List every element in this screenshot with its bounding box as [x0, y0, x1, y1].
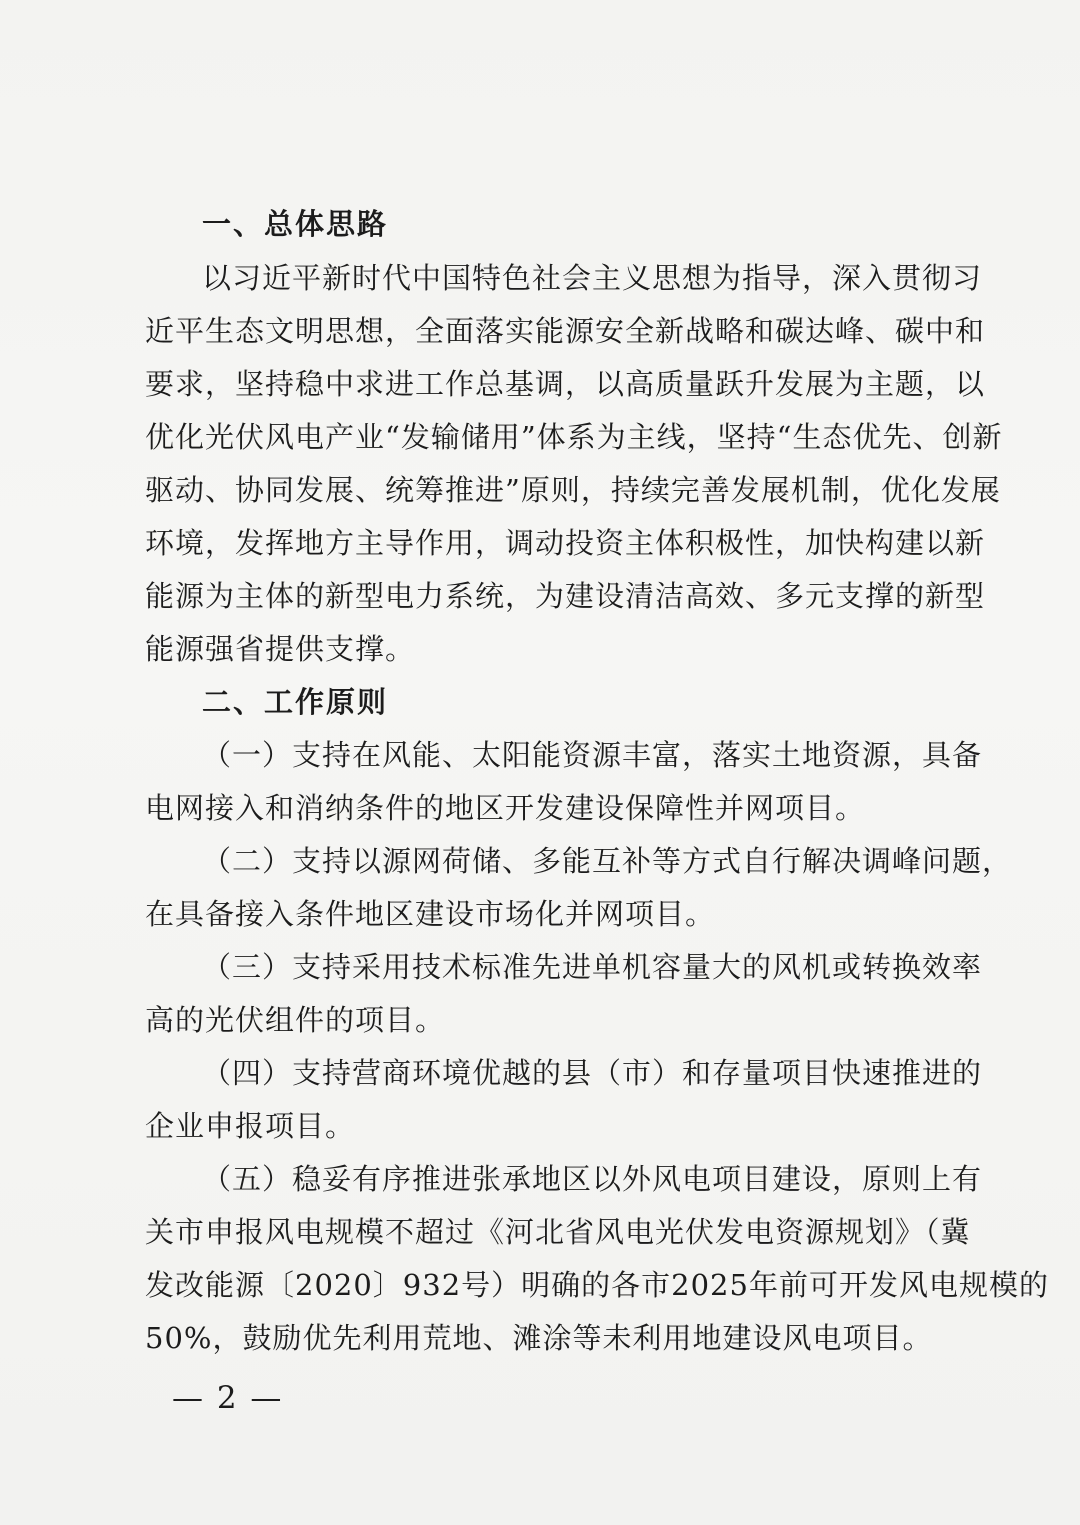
paragraph-line: 驱动、协同发展、统筹推进”原则，持续完善发展机制，优化发展: [145, 473, 1001, 507]
principle-item-5-line: 发改能源〔2020〕932号）明确的各市2025年前可开发风电规模的: [145, 1268, 1049, 1302]
principle-item-4-line: 企业申报项目。: [145, 1109, 356, 1143]
paragraph-line: 近平生态文明思想，全面落实能源安全新战略和碳达峰、碳中和: [145, 314, 986, 348]
paragraph-line: 要求，坚持稳中求进工作总基调，以高质量跃升发展为主题，以: [145, 367, 986, 401]
principle-item-2-line: （二）支持以源网荷储、多能互补等方式自行解决调峰问题，: [202, 844, 1013, 878]
principle-item-5-line: 50%，鼓励优先利用荒地、滩涂等未利用地建设风电项目。: [145, 1321, 933, 1355]
principle-item-1-line: 电网接入和消纳条件的地区开发建设保障性并网项目。: [145, 791, 866, 825]
principle-item-3-line: （三）支持采用技术标准先进单机容量大的风机或转换效率: [202, 950, 983, 984]
paragraph-line: 环境，发挥地方主导作用，调动投资主体积极性，加快构建以新: [145, 526, 986, 560]
principle-item-2-line: 在具备接入条件地区建设市场化并网项目。: [145, 897, 716, 931]
section-heading-overall-approach: 一、总体思路: [202, 207, 389, 241]
principle-item-4-line: （四）支持营商环境优越的县（市）和存量项目快速推进的: [202, 1056, 983, 1090]
principle-item-5-line: （五）稳妥有序推进张承地区以外风电项目建设，原则上有: [202, 1162, 983, 1196]
paragraph-line: 以习近平新时代中国特色社会主义思想为指导，深入贯彻习: [202, 261, 983, 295]
section-heading-work-principles: 二、工作原则: [202, 685, 389, 719]
page-number: — 2 —: [172, 1380, 284, 1416]
paragraph-line: 能源为主体的新型电力系统，为建设清洁高效、多元支撑的新型: [145, 579, 986, 613]
principle-item-1-line: （一）支持在风能、太阳能资源丰富，落实土地资源，具备: [202, 738, 983, 772]
paragraph-line: 优化光伏风电产业“发输储用”体系为主线，坚持“生态优先、创新: [145, 420, 1003, 454]
paragraph-line: 能源强省提供支撑。: [145, 632, 416, 666]
principle-item-3-line: 高的光伏组件的项目。: [145, 1003, 446, 1037]
principle-item-5-line: 关市申报风电规模不超过《河北省风电光伏发电资源规划》（冀: [145, 1215, 971, 1249]
